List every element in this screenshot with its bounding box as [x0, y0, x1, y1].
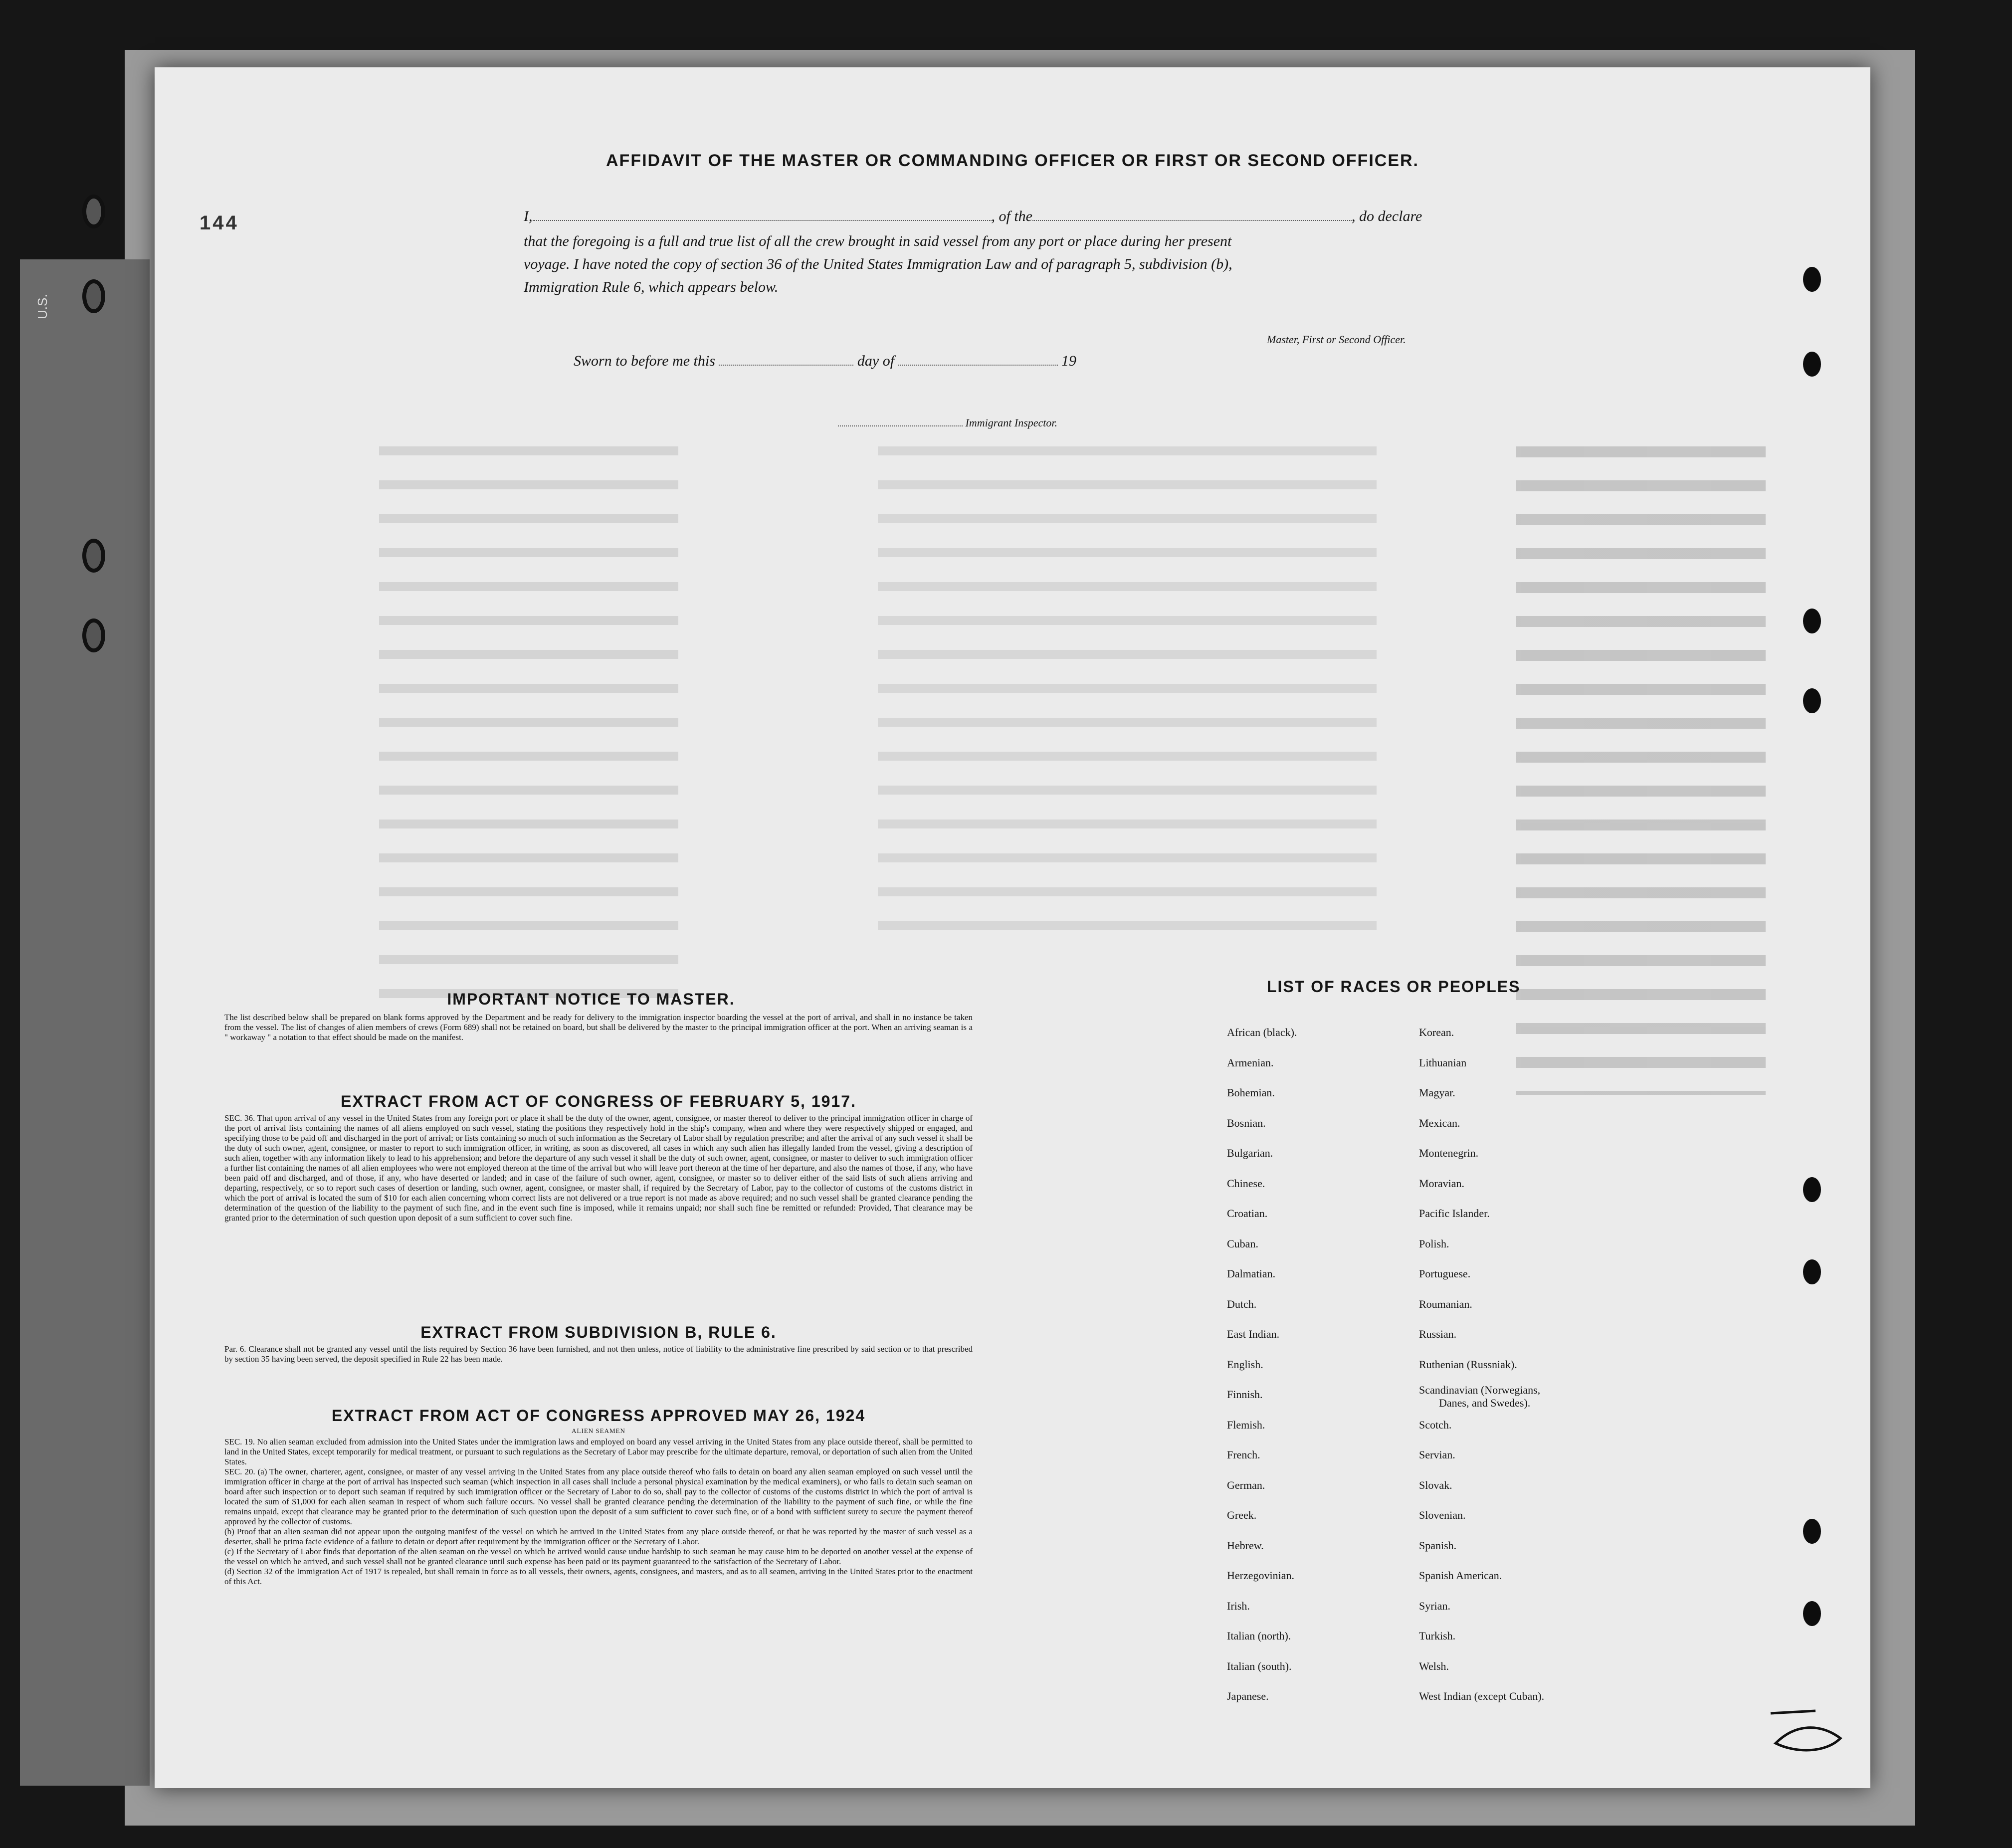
notice-text: The list described below shall be prepared on blank forms approved by the Department and be ready for delivery to the immigration inspector boarding the vessel at the port of arrival, and shall in no instance be taken from the vessel. The list of changes of alien members of crews (Form 689) shall not be retained on board, but shall be delivered by the master to the principal immigration officer at the port. When an arriving seaman is a " workaway " a notation to that effect should be made on the manifest. — [224, 1013, 973, 1042]
sec19-text: SEC. 19. No alien seaman excluded from admission into the United States under the immigration laws and employed on board any vessel arriving in the United States from any place outside thereof, shall be permitted to land in the United States, except temporarily for medical treatment, or pursuant to such regulations as the Secretary of Labor may prescribe for the ultimate departure, removal, or deportation of such alien from the United States. — [224, 1437, 973, 1466]
race-item: Welsh. — [1419, 1659, 1449, 1672]
race-item: Slovak. — [1419, 1478, 1452, 1491]
extract-1917-title: EXTRACT FROM ACT OF CONGRESS OF FEBRUARY 5, 1917. — [341, 1092, 856, 1110]
race-item: Polish. — [1419, 1237, 1449, 1250]
race-item: Hebrew. — [1227, 1539, 1264, 1552]
race-item: Chinese. — [1227, 1177, 1265, 1190]
race-item: Servian. — [1419, 1448, 1455, 1461]
sec20a-text: SEC. 20. (a) The owner, charterer, agent, consignee, or master of any vessel arriving in the United States from any place outside thereof who fails to detain on board any alien seaman employed on such vessel until the immigration officer in charge at the port of arrival has inspected such seaman (which inspection in all cases shall include a personal physical examination by the medical examiners), or who fails to detain such seaman on board after such inspection or to deport such seaman if required by such immigration officer or the Secretary of Labor to do so, shall pay to the collector of customs of the customs district in which the port of arrival is located the sum of $1,000 for each alien seaman in respect of whom such failure occurs. No vessel shall be granted clearance pending the determination of the liability to the payment of such fine, or while the fine remains unpaid, except that clearance may be granted prior to the determination of such question upon the deposit of a sum sufficient to cover such fine, or of a bond with sufficient surety to secure the payment thereof approved by the collector of customs. — [224, 1467, 973, 1526]
race-item: Slovenian. — [1419, 1509, 1466, 1521]
extract-1924-body — [224, 1437, 973, 1587]
punch-hole — [1803, 1177, 1821, 1202]
race-item: Korean. — [1419, 1026, 1454, 1038]
document-page — [155, 67, 1870, 1788]
extract-1924-subtitle: ALIEN SEAMEN — [572, 1427, 625, 1435]
race-item: Bohemian. — [1227, 1086, 1275, 1099]
punch-hole — [1803, 267, 1821, 292]
race-item-continuation: Danes, and Swedes). — [1439, 1397, 1531, 1409]
year-prefix: 19 — [1061, 353, 1077, 369]
of-the: , of the — [991, 208, 1032, 224]
race-item-line: Scandinavian (Norwegians, — [1419, 1384, 1541, 1396]
binder-tab — [20, 259, 150, 1786]
day-blank — [719, 365, 853, 366]
race-item: Italian (north). — [1227, 1630, 1291, 1642]
race-item: Roumanian. — [1419, 1297, 1472, 1310]
race-item: Herzegovinian. — [1227, 1569, 1294, 1582]
lead-i: I, — [524, 208, 533, 224]
sworn-line — [574, 353, 1076, 370]
race-item: Russian. — [1419, 1328, 1457, 1340]
notice-title: IMPORTANT NOTICE TO MASTER. — [447, 990, 735, 1008]
race-item: West Indian (except Cuban). — [1419, 1690, 1545, 1702]
race-item: Bulgarian. — [1227, 1147, 1273, 1159]
race-item: Cuban. — [1227, 1237, 1258, 1250]
race-item: Moravian. — [1419, 1177, 1465, 1190]
race-item: French. — [1227, 1448, 1260, 1461]
race-item: English. — [1227, 1358, 1263, 1371]
race-item: Magyar. — [1419, 1086, 1455, 1099]
race-item: Croatian. — [1227, 1207, 1268, 1220]
punch-hole — [1803, 352, 1821, 377]
race-item: Mexican. — [1419, 1116, 1460, 1129]
race-item: Finnish. — [1227, 1388, 1263, 1401]
race-item: Bosnian. — [1227, 1116, 1266, 1129]
extract-1924-title: EXTRACT FROM ACT OF CONGRESS APPROVED MAY 26, 1924 — [331, 1407, 866, 1425]
binder-hole — [82, 618, 105, 652]
sec20b-text: (b) Proof that an alien seaman did not appear upon the outgoing manifest of the vessel on which he arrived in the United States from any place outside thereof, or that he was reported by the master of such vessel as a deserter, shall be prima facie evidence of a failure to detain or deport after requirement by the immigration officer or the Secretary of Labor. — [224, 1527, 973, 1546]
races-title: LIST OF RACES OR PEOPLES — [1267, 978, 1521, 996]
race-item: Japanese. — [1227, 1690, 1269, 1702]
sworn-text: Sworn to before me this — [574, 353, 715, 369]
declaration-line — [524, 208, 1422, 225]
master-signature-label: Master, First or Second Officer. — [1267, 333, 1406, 346]
affidavit-body-1: that the foregoing is a full and true list of all the crew brought in said vessel from any port or place during her present — [524, 233, 1232, 249]
race-item: Dutch. — [1227, 1297, 1257, 1310]
race-item: Scotch. — [1419, 1418, 1452, 1431]
race-item: Spanish American. — [1419, 1569, 1502, 1582]
month-blank — [898, 365, 1058, 366]
binder-hole — [82, 279, 105, 313]
day-of: day of — [857, 353, 895, 369]
race-item: Syrian. — [1419, 1599, 1450, 1612]
affidavit-body-3: Immigration Rule 6, which appears below. — [524, 279, 779, 295]
handwritten-mark — [1766, 1703, 1855, 1758]
race-item: East Indian. — [1227, 1328, 1280, 1340]
race-item: African (black). — [1227, 1026, 1297, 1038]
punch-hole — [1803, 1519, 1821, 1544]
punch-hole — [1803, 688, 1821, 713]
race-item: German. — [1227, 1478, 1265, 1491]
race-item: Pacific Islander. — [1419, 1207, 1490, 1220]
race-item: Flemish. — [1227, 1418, 1265, 1431]
affidavit-title: AFFIDAVIT OF THE MASTER OR COMMANDING OFFICER OR FIRST OR SECOND OFFICER. — [606, 151, 1419, 170]
inspector-blank — [838, 425, 963, 426]
race-item: Montenegrin. — [1419, 1147, 1479, 1159]
inspector-line — [838, 416, 1057, 429]
race-item: Portuguese. — [1419, 1267, 1471, 1280]
tab-label: U.S. — [35, 294, 50, 319]
punch-hole — [1803, 609, 1821, 633]
vessel-blank — [1032, 220, 1352, 221]
race-item: Turkish. — [1419, 1630, 1456, 1642]
punch-hole — [1803, 1601, 1821, 1626]
page-number: 144 — [200, 212, 239, 234]
binder-hole — [82, 195, 105, 228]
extract-rule6-text: Par. 6. Clearance shall not be granted any vessel until the lists required by Section 36 have been furnished, and not then unless, notice of liability to the administrative fine prescribed by said section or to that prescribed by section 35 having been served, the deposit specified in Rule 22 has been made. — [224, 1344, 973, 1364]
sec20c-text: (c) If the Secretary of Labor finds that deportation of the alien seaman on the vessel on which he arrived would cause undue hardship to such seaman he may cause him to be deported on another vessel at the expense of the vessel on which he arrived, and such vessel shall not be granted clearance until such expense has been paid or its payment guaranteed to the satisfaction of the Secretary of Labor. — [224, 1547, 973, 1566]
race-item: Spanish. — [1419, 1539, 1457, 1552]
race-item: Lithuanian — [1419, 1056, 1467, 1069]
affidavit-body-2: voyage. I have noted the copy of section 36 of the United States Immigration Law and of paragraph 5, subdivision (b), — [524, 256, 1232, 272]
do-declare: , do declare — [1352, 208, 1422, 224]
race-item: Irish. — [1227, 1599, 1250, 1612]
binder-hole — [82, 539, 105, 573]
race-item: Armenian. — [1227, 1056, 1274, 1069]
extract-rule6-title: EXTRACT FROM SUBDIVISION B, RULE 6. — [420, 1323, 777, 1341]
race-item — [1419, 1380, 1544, 1410]
inspector-label: Immigrant Inspector. — [965, 416, 1058, 429]
races-column-2 — [1419, 1018, 1544, 1712]
punch-hole — [1803, 1259, 1821, 1284]
sec20d-text: (d) Section 32 of the Immigration Act of 1917 is repealed, but shall remain in force as to all vessels, their owners, agents, consignees, and masters, and as to all seamen, arriving in the United States prior to the enactment of this Act. — [224, 1567, 973, 1586]
extract-1917-text: SEC. 36. That upon arrival of any vessel in the United States from any foreign port or place it shall be the duty of the owner, agent, consignee, or master thereof to deliver to the principal immigration officer in charge of the port of arrival lists containing the names of all aliens employed on such vessel, stating the positions they respectively hold in the ship's company, when and where they were respectively shipped or engaged, and specifying those to be paid off and discharged in the port of arrival; or lists containing so much of such information as the Secretary of Labor shall by regulation prescribe; and after the arrival of any such vessel it shall be the duty of such owner, agent, consignee, or master to report to such immigration officer, in writing, as soon as discovered, all cases in which any such alien has illegally landed from the vessel, giving a description of such alien, together with any information likely to lead to his apprehension; and before the departure of any such vessel it shall be the duty of such owner, agent, consignee, or master to deliver to such immigration officer a further list containing the names of all alien employees who were not employed thereon at the time of the arrival but who will leave port thereon at the time of her departure, and also the names of those, if any, who have been paid off and discharged, and of those, if any, who have deserted or landed; and in case of the failure of such owner, agent, consignee, or master so to deliver either of the said lists of such aliens arriving and departing, respectively, or so to report such cases of desertion or landing, such owner, agent, consignee, or master shall, if required by the Secretary of Labor, pay to the collector of customs of the customs district in which the port of arrival is located the sum of $10 for each alien concerning whom correct lists are not delivered or a true report is not made as above required; and no such vessel shall be granted clearance pending the determination of the question of the liability to the payment of such fine, and in the event such fine is imposed, while it remains unpaid; nor shall such fine be remitted or refunded: Provided, That clearance may be granted prior to the determination of such question upon deposit of a sum sufficient to cover such fine. — [224, 1113, 973, 1223]
race-item: Greek. — [1227, 1509, 1257, 1521]
race-item: Dalmatian. — [1227, 1267, 1276, 1280]
race-item: Ruthenian (Russniak). — [1419, 1358, 1517, 1371]
name-blank — [533, 220, 992, 221]
race-item: Italian (south). — [1227, 1659, 1292, 1672]
races-column-1 — [1227, 1018, 1297, 1712]
